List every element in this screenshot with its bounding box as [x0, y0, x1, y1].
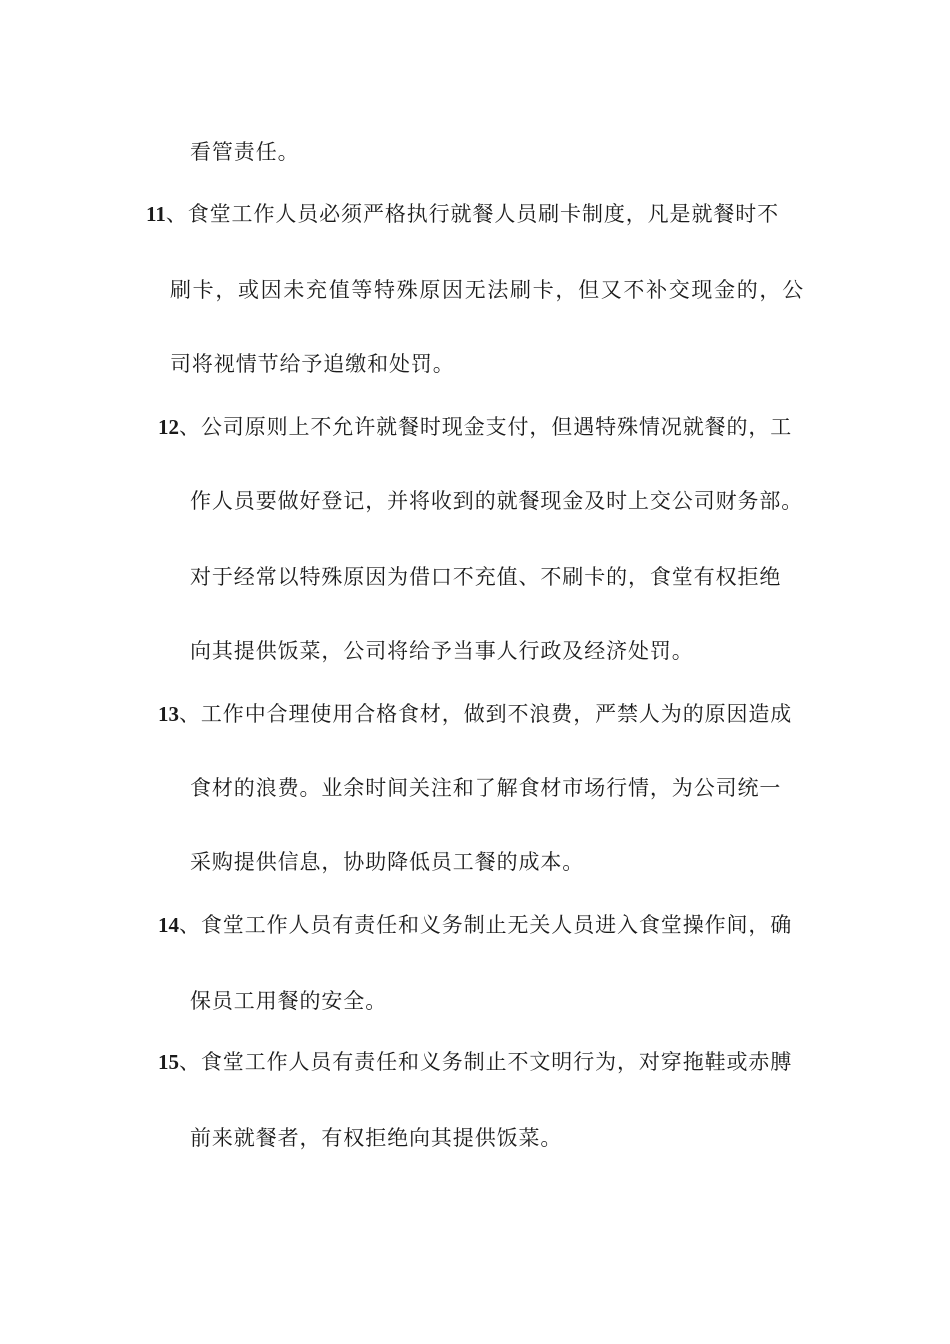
item-number: 12: [158, 415, 179, 439]
item-number: 11: [146, 202, 166, 226]
item-text: 、食堂工作人员必须严格执行就餐人员刷卡制度，凡是就餐时不: [165, 202, 780, 226]
list-item-14-line-1: [158, 911, 792, 939]
list-item-11-line-3: 司将视情节给予追缴和处罚。: [170, 352, 455, 376]
item-number: 13: [158, 702, 179, 726]
list-item-11-line-1: [146, 200, 779, 228]
continuation-line: 看管责任。: [190, 140, 300, 164]
item-text: 、工作中合理使用合格食材，做到不浪费，严禁人为的原因造成: [179, 702, 793, 726]
list-item-14-line-2: 保员工用餐的安全。: [190, 989, 388, 1013]
item-text: 、食堂工作人员有责任和义务制止无关人员进入食堂操作间，确: [179, 913, 793, 937]
list-item-12-line-4: 向其提供饭菜，公司将给予当事人行政及经济处罚。: [190, 639, 694, 663]
list-item-12-line-2: 作人员要做好登记，并将收到的就餐现金及时上交公司财务部。: [190, 489, 804, 513]
list-item-12-line-1: [158, 413, 792, 441]
list-item-13-line-3: 采购提供信息，协助降低员工餐的成本。: [190, 850, 585, 874]
list-item-15-line-2: 前来就餐者，有权拒绝向其提供饭菜。: [190, 1126, 563, 1150]
item-text: 、公司原则上不允许就餐时现金支付，但遇特殊情况就餐的，工: [179, 415, 793, 439]
list-item-13-line-1: [158, 700, 792, 728]
list-item-15-line-1: [158, 1048, 792, 1076]
list-item-12-line-3: 对于经常以特殊原因为借口不充值、不刷卡的，食堂有权拒绝: [190, 565, 782, 589]
list-item-13-line-2: 食材的浪费。业余时间关注和了解食材市场行情，为公司统一: [190, 776, 782, 800]
item-number: 14: [158, 913, 179, 937]
list-item-11-line-2: 刷卡，或因未充值等特殊原因无法刷卡，但又不补交现金的，公: [170, 278, 804, 302]
item-text: 、食堂工作人员有责任和义务制止不文明行为，对穿拖鞋或赤膊: [179, 1050, 793, 1074]
item-number: 15: [158, 1050, 179, 1074]
